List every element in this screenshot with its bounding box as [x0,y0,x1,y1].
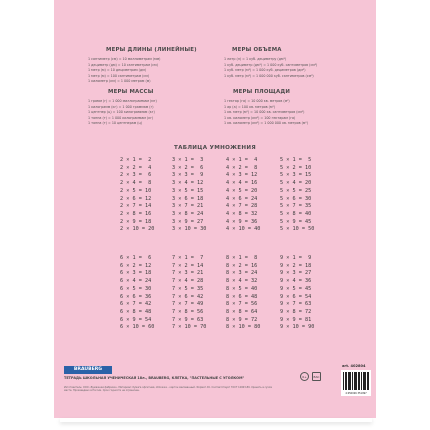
multiplication-row: 9 × 5 = 45 [280,285,312,292]
multiplication-row: 4 × 2 = 8 [226,164,258,171]
multiplication-row: 6 × 10 = 60 [120,324,155,331]
cover-shadow [60,418,372,422]
multiplication-row: 7 × 5 = 35 [172,285,204,292]
multiplication-row: 3 × 3 = 9 [172,172,204,179]
times-3-block [172,157,206,234]
multiplication-row: 2 × 10 = 20 [120,226,155,233]
multiplication-row: 8 × 5 = 40 [226,285,258,292]
multiplication-row: 7 × 4 = 28 [172,278,204,285]
multiplication-row: 8 × 3 = 24 [226,270,258,277]
notebook-back-cover [54,0,376,418]
multiplication-row: 9 × 8 = 72 [280,308,312,315]
multiplication-row: 9 × 4 = 36 [280,278,312,285]
age-mark: 0+ [300,372,309,381]
multiplication-row: 7 × 8 = 56 [172,308,204,315]
times-2-block [120,157,154,234]
times-9-block [280,255,314,332]
multiplication-row: 4 × 10 = 40 [226,226,261,233]
multiplication-row: 2 × 2 = 4 [120,164,152,171]
multiplication-row: 8 × 7 = 56 [226,301,258,308]
measure-line: 1 метр (м) = 100 сантиметрам (см) [88,73,149,78]
barcode-bar [348,372,349,390]
measure-line: 1 метр (м) = 10 дециметрам (дм) [88,68,147,73]
measure-line: 1 тонна (т) = 10 центнерам (ц) [88,121,143,126]
length-measures-title: МЕРЫ ДЛИНЫ (ЛИНЕЙНЫЕ) [106,47,197,53]
brand-logo: BRAUBERG [64,366,112,374]
measure-line: 1 сантиметр (см) = 10 миллиметрам (мм) [88,57,161,61]
measure-line: 1 куб. метр (м³) = 1 000 куб. дециметров (дм³) [224,68,306,73]
multiplication-row: 3 × 8 = 24 [172,210,204,217]
measure-line: 1 кв. метр (м²) = 10 000 кв. сантиметров (см²) [224,110,305,115]
multiplication-row: 3 × 7 = 21 [172,203,204,210]
multiplication-row: 4 × 9 = 36 [226,218,258,225]
fine-print: Изготовитель: ООО «Бумажная фабрика». Материал: бумага офсетная, обложка – картон мелованный. Формат А5. Соответствует ГОСТ 12063-89. Хранить в сухом месте. Произведено в России. Срок годности не ограничен. [64,386,273,393]
multiplication-row: 5 × 10 = 50 [280,226,315,233]
multiplication-table-title: ТАБЛИЦА УМНОЖЕНИЯ [174,145,256,151]
multiplication-row: 2 × 3 = 6 [120,172,152,179]
multiplication-row: 3 × 5 = 15 [172,187,204,194]
multiplication-row: 4 × 5 = 20 [226,187,258,194]
barcode [341,370,371,396]
measure-line: 1 тонна (т) = 1 000 килограммам (кг) [88,115,154,120]
multiplication-row: 7 × 2 = 14 [172,262,204,269]
multiplication-row: 4 × 3 = 12 [226,172,258,179]
multiplication-row: 6 × 2 = 12 [120,262,152,269]
multiplication-row: 4 × 6 = 24 [226,195,258,202]
measure-line: 1 грамм (г) = 1 000 миллиграммам (мг) [88,99,157,103]
measure-line: 1 ар (а) = 100 кв. метров (м²) [224,104,276,109]
mass-measures-title: МЕРЫ МАССЫ [108,89,154,95]
multiplication-row: 7 × 7 = 49 [172,301,204,308]
mass-measures-lines [88,99,157,127]
multiplication-row: 5 × 1 = 5 [280,157,312,163]
multiplication-row: 5 × 6 = 30 [280,195,312,202]
area-measures-lines [224,99,308,127]
multiplication-row: 9 × 10 = 90 [280,324,315,331]
multiplication-row: 9 × 3 = 27 [280,270,312,277]
multiplication-row: 9 × 6 = 54 [280,293,312,300]
measure-line: 1 гектар (га) = 10 000 кв. метров (м²) [224,99,290,103]
multiplication-row: 8 × 6 = 48 [226,293,258,300]
multiplication-row: 8 × 10 = 80 [226,324,261,331]
multiplication-row: 7 × 9 = 63 [172,316,204,323]
volume-measures-title: МЕРЫ ОБЪЕМА [232,47,282,53]
multiplication-row: 4 × 8 = 32 [226,210,258,217]
multiplication-row: 6 × 8 = 48 [120,308,152,315]
multiplication-row: 4 × 1 = 4 [226,157,258,163]
multiplication-row: 6 × 6 = 36 [120,293,152,300]
multiplication-row: 3 × 1 = 3 [172,157,204,163]
multiplication-row: 9 × 9 = 81 [280,316,312,323]
multiplication-row: 2 × 1 = 2 [120,157,152,163]
certification-marks [300,372,334,382]
multiplication-row: 7 × 10 = 70 [172,324,207,331]
multiplication-row: 6 × 3 = 18 [120,270,152,277]
multiplication-row: 7 × 6 = 42 [172,293,204,300]
multiplication-row: 5 × 9 = 45 [280,218,312,225]
measure-line: 1 куб. метр (м³) = 1 000 000 куб. сантиметров (см³) [224,73,314,78]
measure-line: 1 килограмм (кг) = 1 000 граммам (г) [88,104,154,109]
multiplication-row: 7 × 3 = 21 [172,270,204,277]
barcode-bar [365,372,366,390]
multiplication-row: 6 × 5 = 30 [120,285,152,292]
multiplication-row: 2 × 7 = 14 [120,203,152,210]
area-measures-title: МЕРЫ ПЛОЩАДИ [233,89,291,95]
measure-line: 1 центнер (ц) = 100 килограммам (кг) [88,110,155,115]
multiplication-row: 5 × 5 = 25 [280,187,312,194]
barcode-bar [356,372,357,390]
multiplication-row: 8 × 4 = 32 [226,278,258,285]
measure-line: 1 кв. километр (км²) = 1 000 000 кв. метров (м²) [224,121,309,126]
barcode-digits: 4 650026 351997 [345,392,367,395]
multiplication-row: 8 × 2 = 16 [226,262,258,269]
multiplication-row: 6 × 9 = 54 [120,316,152,323]
multiplication-row: 2 × 9 = 18 [120,218,152,225]
times-7-block [172,255,206,332]
multiplication-row: 3 × 4 = 12 [172,180,204,187]
product-title: ТЕТРАДЬ ШКОЛЬНАЯ УЧЕНИЧЕСКАЯ 18л., BRAUBERG, КЛЕТКА, "ПАСТЕЛЬНЫЕ С УГОЛКОМ" [64,376,245,380]
multiplication-row: 5 × 3 = 15 [280,172,312,179]
multiplication-row: 4 × 7 = 28 [226,203,258,210]
times-6-block [120,255,154,332]
multiplication-row: 6 × 4 = 24 [120,278,152,285]
measure-line: 1 куб. дециметр (дм³) = 1 000 куб. сантиметров (см³) [224,62,318,67]
multiplication-row: 5 × 8 = 40 [280,210,312,217]
multiplication-row: 6 × 1 = 6 [120,255,152,261]
multiplication-row: 9 × 1 = 9 [280,255,312,261]
measure-line: 1 литр (л) = 1 куб. дециметру (дм³) [224,57,287,61]
multiplication-row: 7 × 1 = 7 [172,255,204,261]
multiplication-row: 5 × 7 = 35 [280,203,312,210]
multiplication-row: 2 × 6 = 12 [120,195,152,202]
barcode-bar [361,372,362,390]
multiplication-row: 2 × 4 = 8 [120,180,152,187]
multiplication-row: 3 × 10 = 30 [172,226,207,233]
multiplication-row: 3 × 6 = 18 [172,195,204,202]
multiplication-row: 8 × 9 = 72 [226,316,258,323]
multiplication-row: 8 × 1 = 8 [226,255,258,261]
times-8-block [226,255,260,332]
multiplication-row: 4 × 4 = 16 [226,180,258,187]
volume-measures-lines [224,57,317,79]
multiplication-row: 2 × 8 = 16 [120,210,152,217]
eac-mark: EAC [312,372,321,381]
measure-line: 1 дециметр (дм) = 10 сантиметрам (см) [88,62,158,67]
barcode-bar [368,372,369,390]
multiplication-row: 9 × 7 = 63 [280,301,312,308]
multiplication-row: 5 × 4 = 20 [280,180,312,187]
multiplication-row: 3 × 2 = 6 [172,164,204,171]
multiplication-row: 8 × 8 = 64 [226,308,258,315]
measure-line: 1 километр (км) = 1 000 метрам (м) [88,79,151,84]
times-4-block [226,157,260,234]
article-number: art. 402804 [342,364,366,368]
length-measures-lines [88,57,160,85]
multiplication-row: 3 × 9 = 27 [172,218,204,225]
multiplication-row: 9 × 2 = 18 [280,262,312,269]
barcode-bar [352,372,353,390]
multiplication-row: 6 × 7 = 42 [120,301,152,308]
times-5-block [280,157,314,234]
multiplication-row: 5 × 2 = 10 [280,164,312,171]
multiplication-row: 2 × 5 = 10 [120,187,152,194]
barcode-bar [343,372,344,390]
measure-line: 1 кв. километр (км²) = 100 гектарам (га) [224,115,296,120]
